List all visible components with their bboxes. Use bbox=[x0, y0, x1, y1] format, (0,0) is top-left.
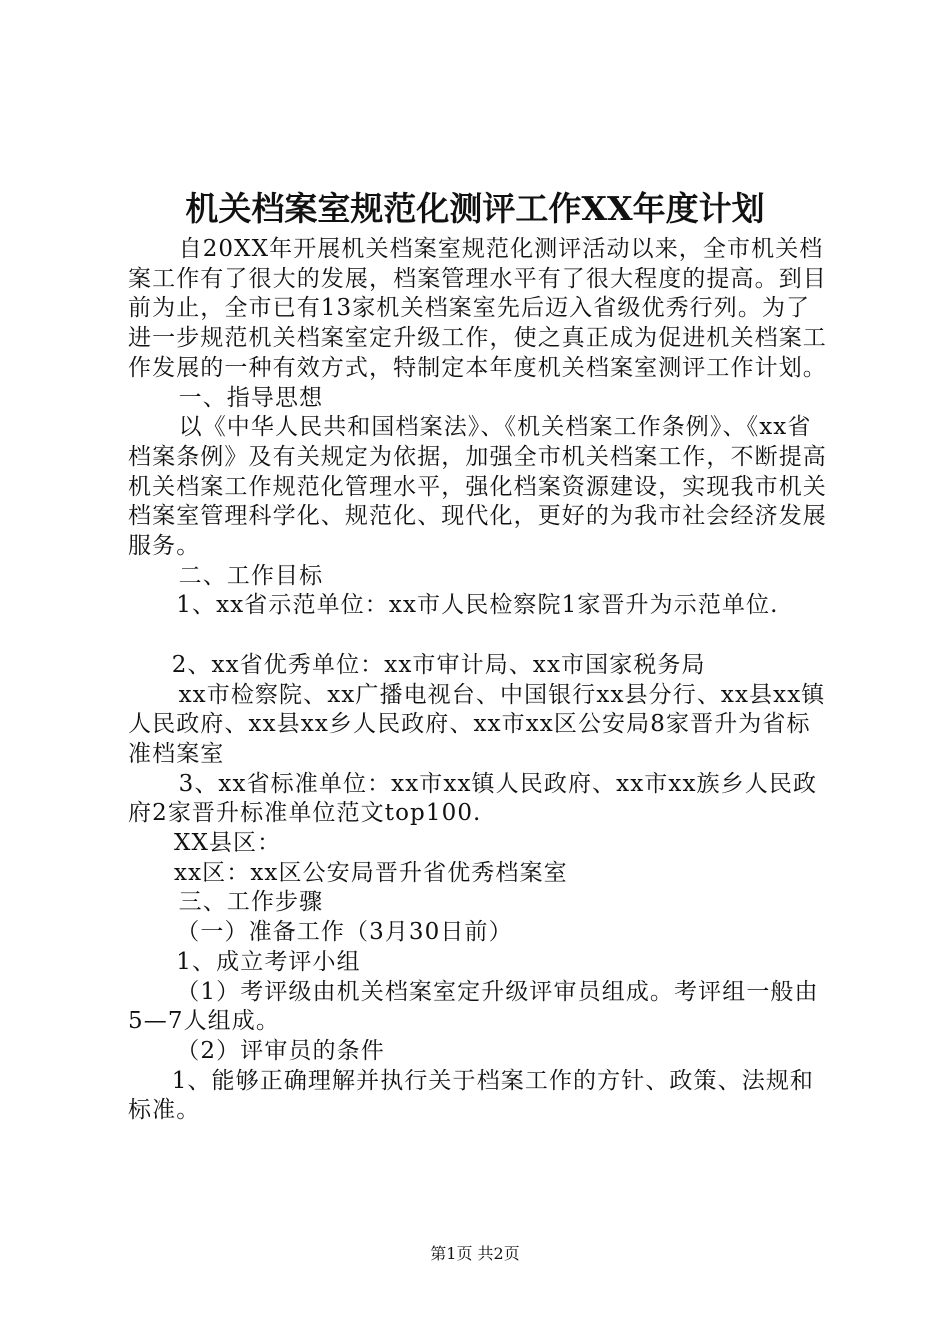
step-item-team-composition: （1）考评级由机关档案室定升级评审员组成。考评组一般由5—7人组成。 bbox=[128, 978, 819, 1035]
intro-paragraph: 自20XX年开展机关档案室规范化测评活动以来，全市机关档案工作有了很大的发展，档案管理水平有了很大程度的提高。到目前为止，全市已有13家机关档案室先后迈入省级优秀行列。为了进一步规范机关档案室定升级工作，使之真正成为促进机关档案工作发展的一种有效方式，特制定本年度机关档案室测评工作计划。 bbox=[128, 236, 827, 381]
goal-item-demonstration-unit: 1、xx省示范单位：xx市人民检察院1家晋升为示范单位. bbox=[176, 592, 779, 619]
step-item-form-team: 1、成立考评小组 bbox=[176, 948, 361, 975]
goal-item-excellent-unit: 2、xx省优秀单位：xx市审计局、xx市国家税务局 bbox=[171, 651, 706, 678]
condition-item-1: 1、能够正确理解并执行关于档案工作的方针、政策、法规和标准。 bbox=[128, 1067, 815, 1124]
section-heading-guiding-thought: 一、指导思想 bbox=[178, 384, 324, 411]
document-title: 机关档案室规范化测评工作XX年度计划 bbox=[185, 189, 765, 228]
guiding-thought-paragraph: 以《中华人民共和国档案法》、《机关档案工作条例》、《xx省档案条例》及有关规定为依据，加强全市机关档案工作，不断提高机关档案工作规范化管理水平，强化档案资源建设，实现我市机关档案室管理科学化、规范化、现代化，更好的为我市社会经济发展服务。 bbox=[128, 414, 827, 560]
blank-line bbox=[128, 621, 830, 651]
county-district-label: XX县区： bbox=[174, 830, 282, 857]
page-number-footer: 第1页 共2页 bbox=[430, 1244, 520, 1263]
section-heading-work-goals: 二、工作目标 bbox=[178, 562, 324, 589]
step-heading-preparation: （一）准备工作（3月30日前） bbox=[176, 919, 513, 946]
goal-item-standard-unit: 3、xx省标准单位：xx市xx镇人民政府、xx市xx族乡人民政府2家晋升标准单位范文top100. bbox=[128, 770, 818, 827]
goal-item-excellent-unit-list: xx市检察院、xx广播电视台、中国银行xx县分行、xx县xx镇人民政府、xx县xx乡人民政府、xx市xx区公安局8家晋升为省标准档案室 bbox=[128, 681, 826, 767]
step-item-reviewer-conditions: （2）评审员的条件 bbox=[176, 1037, 385, 1064]
district-item: xx区：xx区公安局晋升省优秀档案室 bbox=[174, 859, 568, 886]
section-heading-work-steps: 三、工作步骤 bbox=[178, 889, 324, 916]
document-body bbox=[128, 235, 830, 1126]
